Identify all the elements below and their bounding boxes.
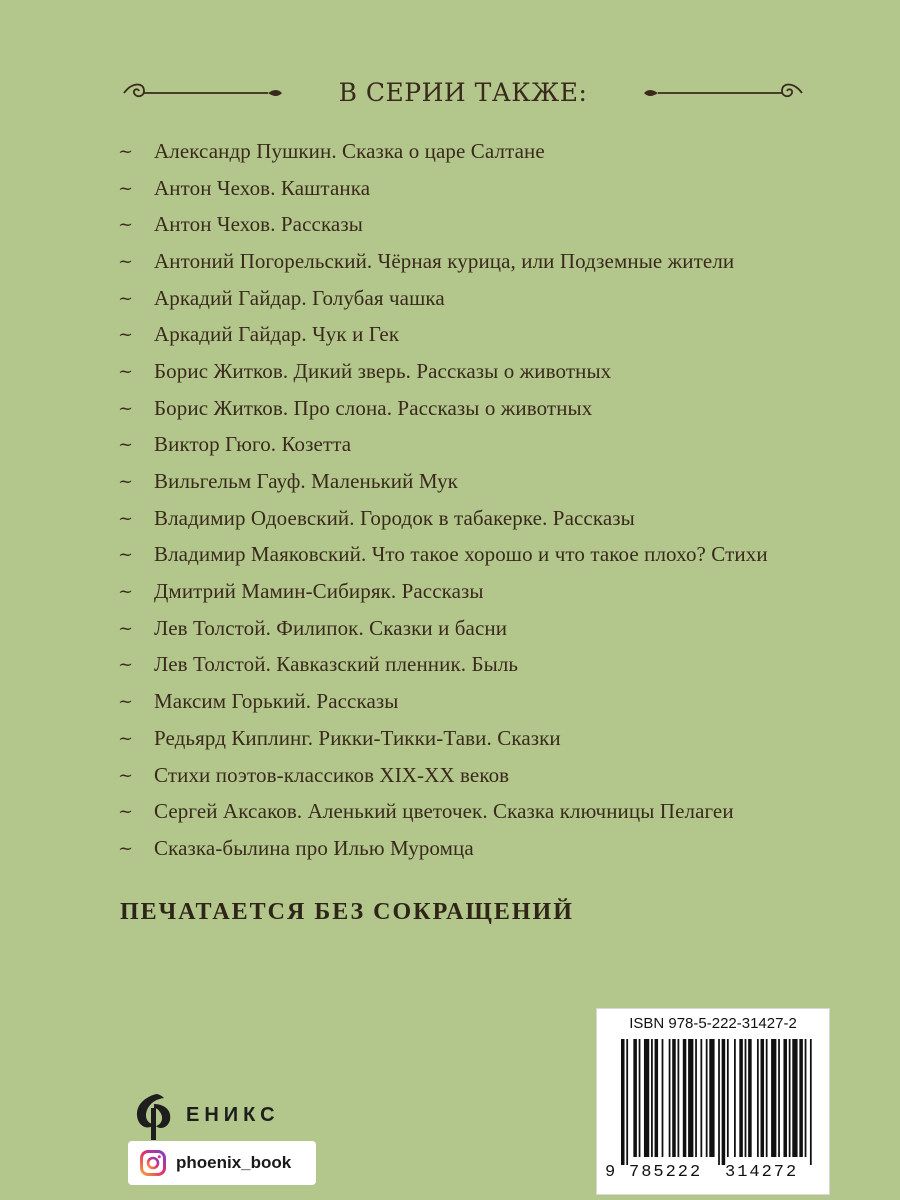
list-item (118, 427, 838, 464)
book-title: Лев Толстой. Филипок. Сказки и басни (154, 615, 508, 640)
flourish-left-ornament (118, 80, 288, 106)
list-item (118, 573, 838, 610)
list-item (118, 757, 838, 794)
list-item (118, 720, 838, 757)
instagram-icon (140, 1150, 166, 1176)
barcode-bar (706, 1039, 708, 1157)
series-header (118, 76, 808, 112)
list-marker: ~ (118, 177, 134, 199)
list-item (118, 683, 838, 720)
barcode-bar (799, 1039, 803, 1157)
barcode-bar (734, 1039, 736, 1157)
list-item (118, 170, 838, 207)
isbn-barcode (596, 1008, 830, 1195)
list-marker: ~ (118, 837, 134, 859)
barcode-bar (672, 1039, 676, 1157)
barcode-lead-digit: 9 (605, 1163, 616, 1182)
list-marker: ~ (118, 581, 134, 603)
barcode-bar (771, 1039, 776, 1157)
book-title: Александр Пушкин. Сказка о царе Салтане (154, 138, 545, 163)
book-title: Вильгельм Гауф. Маленький Мук (154, 469, 458, 494)
list-item (118, 390, 838, 427)
barcode-bar (789, 1039, 791, 1157)
list-item (118, 316, 838, 353)
book-title: Борис Житков. Дикий зверь. Рассказы о животных (154, 358, 612, 383)
barcode-bar (739, 1039, 743, 1157)
barcode-bar (761, 1039, 765, 1157)
series-title: В СЕРИИ ТАКЖЕ: (338, 78, 588, 107)
list-marker: ~ (118, 691, 134, 713)
book-title: Владимир Одоевский. Городок в табакерке. Рассказы (154, 505, 635, 530)
publisher-logo (130, 1090, 320, 1142)
list-marker: ~ (118, 727, 134, 749)
barcode-bar (727, 1039, 729, 1157)
list-marker: ~ (118, 324, 134, 346)
barcode-bar (621, 1039, 625, 1165)
barcode-bar (700, 1039, 702, 1157)
barcode-bars (621, 1039, 817, 1165)
list-marker: ~ (118, 360, 134, 382)
list-marker: ~ (118, 617, 134, 639)
list-marker: ~ (118, 250, 134, 272)
social-badge (128, 1141, 316, 1185)
list-item (118, 280, 838, 317)
barcode-bar (695, 1039, 697, 1157)
barcode-bar (810, 1039, 812, 1165)
phoenix-f-logo-icon (130, 1090, 178, 1142)
barcode-bar (644, 1039, 649, 1157)
book-title: Стихи поэтов-классиков XIX-XX веков (154, 762, 510, 787)
series-book-list (118, 133, 838, 867)
barcode-bar (651, 1039, 653, 1157)
list-item (118, 647, 838, 684)
barcode-right-digits: 314272 (725, 1163, 799, 1182)
barcode-bar (783, 1039, 787, 1157)
barcode-bar (655, 1039, 659, 1157)
list-marker: ~ (118, 287, 134, 309)
unabridged-notice: ПЕЧАТАЕТСЯ БЕЗ СОКРАЩЕНИЙ (120, 899, 574, 925)
isbn-number: ISBN 978-5-222-31427-2 (629, 1015, 797, 1032)
book-title: Сказка-былина про Илью Муромца (154, 835, 474, 860)
list-marker: ~ (118, 801, 134, 823)
book-title: Аркадий Гайдар. Чук и Гек (154, 322, 400, 347)
publisher-name: ЕНИКС (186, 1104, 280, 1126)
list-item (118, 500, 838, 537)
list-item (118, 133, 838, 170)
barcode-bar (633, 1039, 637, 1157)
barcode-bar (757, 1039, 759, 1157)
list-item (118, 463, 838, 500)
barcode-bar (669, 1039, 671, 1157)
list-marker: ~ (118, 397, 134, 419)
barcode-bar (626, 1039, 628, 1165)
book-title: Антон Чехов. Каштанка (154, 175, 371, 200)
list-marker: ~ (118, 507, 134, 529)
list-marker: ~ (118, 471, 134, 493)
barcode-bar (662, 1039, 664, 1157)
barcode-bar (678, 1039, 680, 1157)
book-title: Борис Житков. Про слона. Рассказы о животных (154, 395, 593, 420)
barcode-bar (639, 1039, 641, 1157)
book-title: Аркадий Гайдар. Голубая чашка (154, 285, 445, 310)
barcode-bar (722, 1039, 726, 1165)
barcode-left-digits: 785222 (629, 1163, 703, 1182)
list-item (118, 206, 838, 243)
book-title: Дмитрий Мамин-Сибиряк. Рассказы (154, 579, 484, 604)
barcode-bar (805, 1039, 807, 1157)
barcode-bar (778, 1039, 780, 1157)
book-title: Антон Чехов. Рассказы (154, 212, 363, 237)
list-item (118, 793, 838, 830)
barcode-bar (745, 1039, 747, 1157)
book-title: Виктор Гюго. Козетта (154, 432, 352, 457)
book-title: Редьярд Киплинг. Рикки-Тикки-Тави. Сказки (154, 725, 561, 750)
barcode-bar (748, 1039, 752, 1157)
barcode-bar (792, 1039, 797, 1157)
social-handle: phoenix_book (176, 1153, 292, 1172)
list-item (118, 353, 838, 390)
list-item (118, 243, 838, 280)
list-marker: ~ (118, 764, 134, 786)
book-title: Владимир Маяковский. Что такое хорошо и что такое плохо? Стихи (154, 542, 768, 567)
book-title: Сергей Аксаков. Аленький цветочек. Сказка ключницы Пелагеи (154, 799, 734, 824)
book-title: Лев Толстой. Кавказский пленник. Быль (154, 652, 519, 677)
barcode-bar (766, 1039, 768, 1157)
barcode-bar (683, 1039, 687, 1157)
barcode-bar (709, 1039, 714, 1157)
barcode-bar (718, 1039, 720, 1165)
list-item (118, 537, 838, 574)
list-marker: ~ (118, 214, 134, 236)
flourish-right-ornament (638, 80, 808, 106)
list-marker: ~ (118, 434, 134, 456)
list-marker: ~ (118, 544, 134, 566)
list-item (118, 830, 838, 867)
list-marker: ~ (118, 140, 134, 162)
book-title: Антоний Погорельский. Чёрная курица, или Подземные жители (154, 248, 735, 273)
barcode-bar (688, 1039, 693, 1157)
list-item (118, 610, 838, 647)
book-title: Максим Горький. Рассказы (154, 689, 399, 714)
list-marker: ~ (118, 654, 134, 676)
